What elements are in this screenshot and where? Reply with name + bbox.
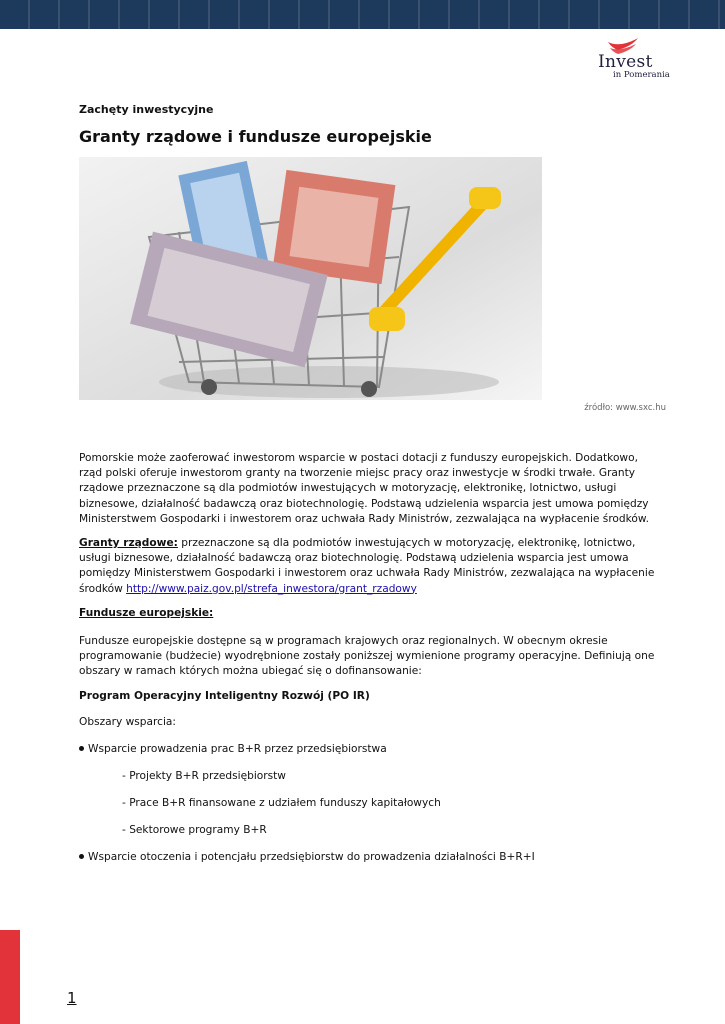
- bullet-icon: [79, 854, 84, 859]
- page-title: Granty rządowe i fundusze europejskie: [79, 127, 432, 146]
- logo-word: Invest: [598, 52, 653, 72]
- invest-in-pomerania-logo: [596, 36, 672, 84]
- list-item: [79, 743, 387, 755]
- support-areas-label: Obszary wsparcia:: [79, 716, 176, 728]
- bullet-icon: [79, 746, 84, 751]
- sub-list-item: - Prace B+R finansowane z udziałem funduszy kapitałowych: [122, 797, 441, 809]
- shopping-cart-money-photo: [79, 157, 542, 400]
- bullet-text: Wsparcie prowadzenia prac B+R przez przedsiębiorstwa: [88, 743, 387, 755]
- eu-funds-heading: Fundusze europejskie:: [79, 607, 214, 619]
- sub-list-item: - Sektorowe programy B+R: [122, 824, 267, 836]
- grants-link[interactable]: http://www.paiz.gov.pl/strefa_inwestora/grant_rzadowy: [126, 582, 417, 595]
- list-item: [79, 851, 535, 863]
- header-bar: [0, 0, 725, 29]
- section-label: Zachęty inwestycyjne: [79, 103, 214, 116]
- page-number: 1: [67, 989, 77, 1007]
- program-heading: Program Operacyjny Inteligentny Rozwój (PO IR): [79, 690, 370, 702]
- side-accent-bar: [0, 930, 20, 1024]
- grants-text: przeznaczone są dla podmiotów inwestujących w motoryzację, elektronikę, lotnictwo, usługi biznesowe, działalność badawczą oraz biotechnologię. Podstawą udzielenia wsparcia jest umowa pomiędzy Ministerstwem Gospodarki i inwestorem oraz uchwała Rady Ministrów, zezwalająca na wypłacenie środków: [79, 537, 655, 595]
- image-caption: źródło: www.sxc.hu: [584, 403, 666, 413]
- eu-funds-paragraph: Fundusze europejskie dostępne są w programach krajowych oraz regionalnych. W obecnym okresie programowanie (budżecie) wyodrębnione zostały poniższej wymienione programy operacyjne. Definiują one obszary w ramach których można ubiegać się o dofinansowanie:: [79, 635, 655, 678]
- logo-subtitle: in Pomerania: [613, 70, 670, 80]
- sub-list-item: - Projekty B+R przedsiębiorstw: [122, 770, 286, 782]
- intro-paragraph: Pomorskie może zaoferować inwestorom wsparcie w postaci dotacji z funduszy europejskich. Dodatkowo, rząd polski oferuje inwestorom granty na tworzenie miejsc pracy oraz inwestycje w środki trwałe. Granty rządowe przeznaczone są dla podmiotów inwestujących w motoryzację, elektronikę, lotnictwo, usługi biznesowe, działalność badawczą oraz biotechnologię. Podstawą udzielenia wsparcia jest umowa pomiędzy Ministerstwem Gospodarki i inwestorem oraz uchwała Rady Ministrów, zezwalająca na wypłacenie środków.: [79, 452, 649, 525]
- grants-paragraph: [79, 536, 659, 597]
- bullet-text: Wsparcie otoczenia i potencjału przedsiębiorstw do prowadzenia działalności B+R+I: [88, 851, 535, 863]
- grants-heading: Granty rządowe:: [79, 537, 178, 549]
